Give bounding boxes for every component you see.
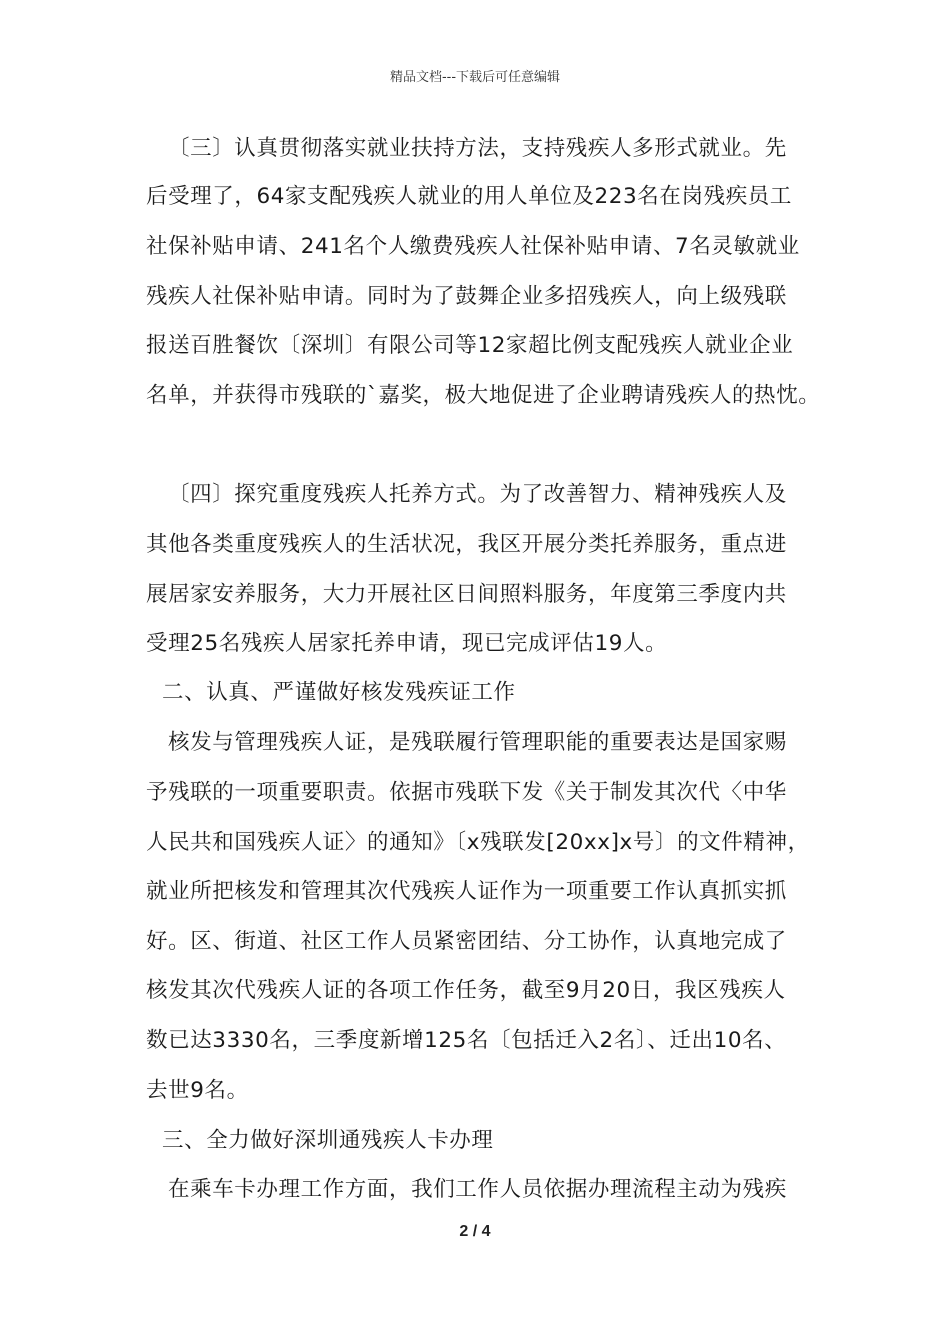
paragraph-line: 在乘车卡办理工作方面，我们工作人员依据办理流程主动为残疾 bbox=[168, 1177, 787, 1202]
paragraph-line: 去世9名。 bbox=[146, 1078, 249, 1103]
section-heading: 二、认真、严谨做好核发残疾证工作 bbox=[162, 680, 516, 705]
section-heading: 三、全力做好深圳通残疾人卡办理 bbox=[162, 1128, 494, 1153]
paragraph-line: 〔四〕探究重度残疾人托养方式。为了改善智力、精神残疾人及 bbox=[168, 482, 787, 507]
paragraph-line: 数已达3330名，三季度新增125名〔包括迁入2名〕、迁出10名、 bbox=[146, 1028, 787, 1053]
paragraph-line: 名单，并获得市残联的`嘉奖，极大地促进了企业聘请残疾人的热忱。 bbox=[146, 383, 821, 408]
paragraph-line: 其他各类重度残疾人的生活状况，我区开展分类托养服务，重点进 bbox=[146, 532, 787, 557]
paragraph-line: 人民共和国残疾人证〉的通知》〔x残联发[20xx]x号〕的文件精神， bbox=[146, 830, 810, 855]
paragraph-line: 后受理了，64家支配残疾人就业的用人单位及223名在岗残疾员工 bbox=[146, 184, 792, 209]
page-number: 2 / 4 bbox=[459, 1223, 491, 1240]
paragraph-line: 展居家安养服务，大力开展社区日间照料服务，年度第三季度内共 bbox=[146, 582, 787, 607]
paragraph-line: 社保补贴申请、241名个人缴费残疾人社保补贴申请、7名灵敏就业 bbox=[146, 234, 800, 259]
paragraph-line: 残疾人社保补贴申请。同时为了鼓舞企业多招残疾人，向上级残联 bbox=[146, 284, 787, 309]
paragraph-line: 报送百胜餐饮〔深圳〕有限公司等12家超比例支配残疾人就业企业 bbox=[146, 333, 794, 358]
paragraph-line: 核发与管理残疾人证，是残联履行管理职能的重要表达是国家赐 bbox=[168, 730, 787, 755]
paragraph-line: 好。区、街道、社区工作人员紧密团结、分工协作，认真地完成了 bbox=[146, 929, 787, 954]
paragraph-line: 就业所把核发和管理其次代残疾人证作为一项重要工作认真抓实抓 bbox=[146, 879, 787, 904]
page-header: 精品文档---下载后可任意编辑 bbox=[389, 70, 561, 85]
paragraph-line: 核发其次代残疾人证的各项工作任务，截至9月20日，我区残疾人 bbox=[146, 978, 786, 1003]
paragraph-line: 受理25名残疾人居家托养申请，现已完成评估19人。 bbox=[146, 631, 668, 656]
paragraph-line: 〔三〕认真贯彻落实就业扶持方法，支持残疾人多形式就业。先 bbox=[168, 136, 787, 161]
paragraph-line: 予残联的一项重要职责。依据市残联下发《关于制发其次代〈中华 bbox=[146, 780, 787, 805]
